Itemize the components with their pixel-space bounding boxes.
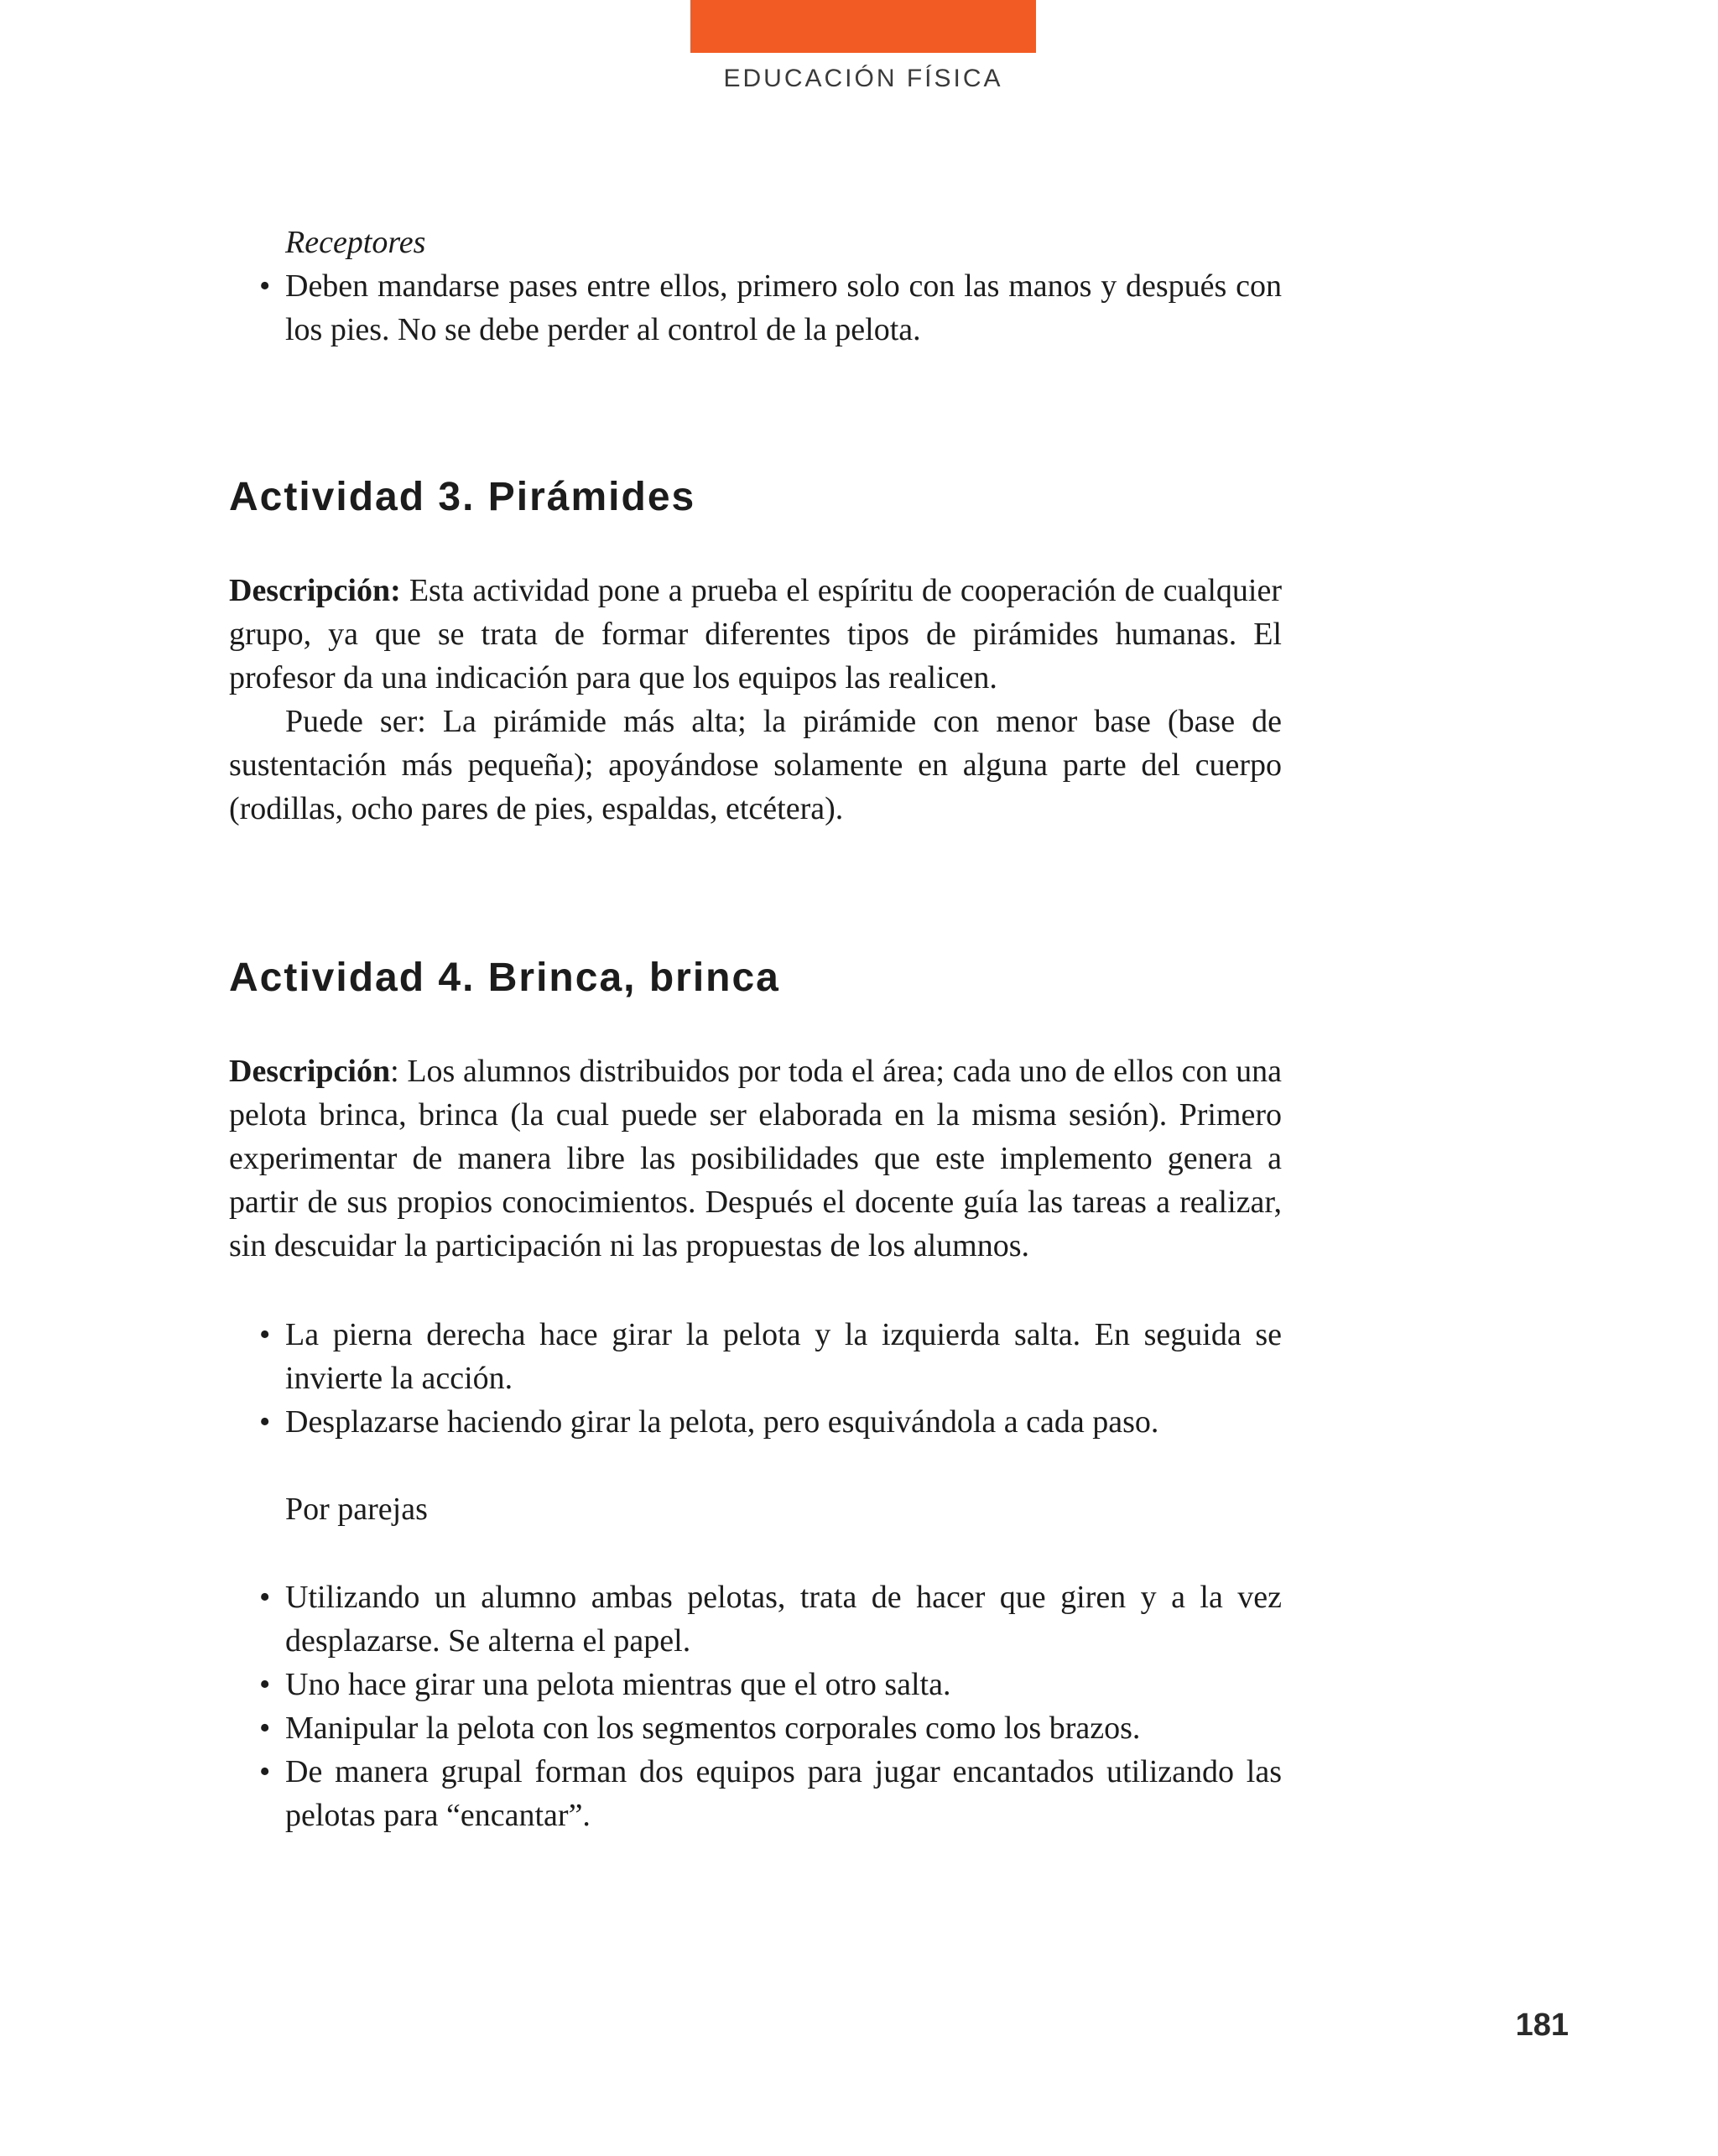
header-accent-band xyxy=(690,0,1036,53)
actividad4-heading: Actividad 4. Brinca, brinca xyxy=(229,956,780,1000)
list-item xyxy=(229,1663,1282,1706)
bullet-icon: • xyxy=(259,1317,271,1352)
actividad4-description xyxy=(229,1049,1282,1268)
actividad4-section xyxy=(229,953,1282,1003)
page-number: 181 xyxy=(1515,2008,1569,2043)
description-text: : Los alumnos distribuidos por toda el área; cada uno de ellos con una pelota brinca, brinca (la cual puede ser elaborada en la misma sesión). Primero experimentar de manera libre las posibilidades que este implemento genera a partir de sus propios conocimientos. Después el docente guía las tareas a realizar, sin descuidar la participación ni las propuestas de los alumnos. xyxy=(229,1054,1282,1263)
bullet-icon: • xyxy=(259,1580,271,1615)
receptores-label: Receptores xyxy=(285,225,426,260)
actividad4-individual-list-block xyxy=(229,1313,1282,1444)
receptores-section xyxy=(229,221,1282,352)
list-item-text: Utilizando un alumno ambas pelotas, trata de hacer que giren y a la vez desplazarse. Se alterna el papel. xyxy=(285,1580,1282,1659)
pairs-label: Por parejas xyxy=(285,1492,428,1527)
actividad3-body xyxy=(229,569,1282,831)
actividad3-heading: Actividad 3. Pirámides xyxy=(229,475,696,519)
list-item-text: Uno hace girar una pelota mientras que el otro salta. xyxy=(285,1667,951,1702)
actividad3-section xyxy=(229,472,1282,523)
list-item xyxy=(229,1706,1282,1750)
list-item-text: Deben mandarse pases entre ellos, primero solo con las manos y después con los pies. No se debe perder al control de la pelota. xyxy=(285,268,1282,347)
description-label: Descripción xyxy=(229,1054,391,1089)
list-item xyxy=(229,1400,1282,1444)
description-label: Descripción: xyxy=(229,573,401,608)
actividad3-paragraph2: Puede ser: La pirámide más alta; la pirámide con menor base (base de sustentación más pequeña); apoyándose solamente en alguna parte del cuerpo (rodillas, ocho pares de pies, espaldas, etcétera). xyxy=(229,704,1282,826)
bullet-icon: • xyxy=(259,268,271,304)
individual-list xyxy=(229,1313,1282,1444)
list-item-text: Desplazarse haciendo girar la pelota, pero esquivándola a cada paso. xyxy=(285,1404,1159,1440)
list-item-text: La pierna derecha hace girar la pelota y la izquierda salta. En seguida se invierte la acción. xyxy=(285,1317,1282,1396)
bullet-icon: • xyxy=(259,1711,271,1746)
list-item xyxy=(229,1313,1282,1400)
actividad4-pairs-list-block xyxy=(229,1575,1282,1837)
pairs-list xyxy=(229,1575,1282,1837)
list-item xyxy=(229,1575,1282,1663)
bullet-icon: • xyxy=(259,1667,271,1702)
actividad3-description xyxy=(229,569,1282,700)
running-head: EDUCACIÓN FÍSICA xyxy=(723,65,1003,92)
list-item xyxy=(229,1750,1282,1837)
list-item-text: De manera grupal forman dos equipos para jugar encantados utilizando las pelotas para “encantar”. xyxy=(285,1754,1282,1833)
actividad4-body xyxy=(229,1049,1282,1268)
bullet-icon: • xyxy=(259,1754,271,1789)
list-item xyxy=(229,264,1282,352)
receptores-list xyxy=(229,264,1282,352)
list-item-text: Manipular la pelota con los segmentos corporales como los brazos. xyxy=(285,1711,1141,1746)
description-text: Esta actividad pone a prueba el espíritu de cooperación de cualquier grupo, ya que se trata de formar diferentes tipos de pirámides humanas. El profesor da una indicación para que los equipos las realicen. xyxy=(229,573,1282,695)
bullet-icon: • xyxy=(259,1404,271,1440)
